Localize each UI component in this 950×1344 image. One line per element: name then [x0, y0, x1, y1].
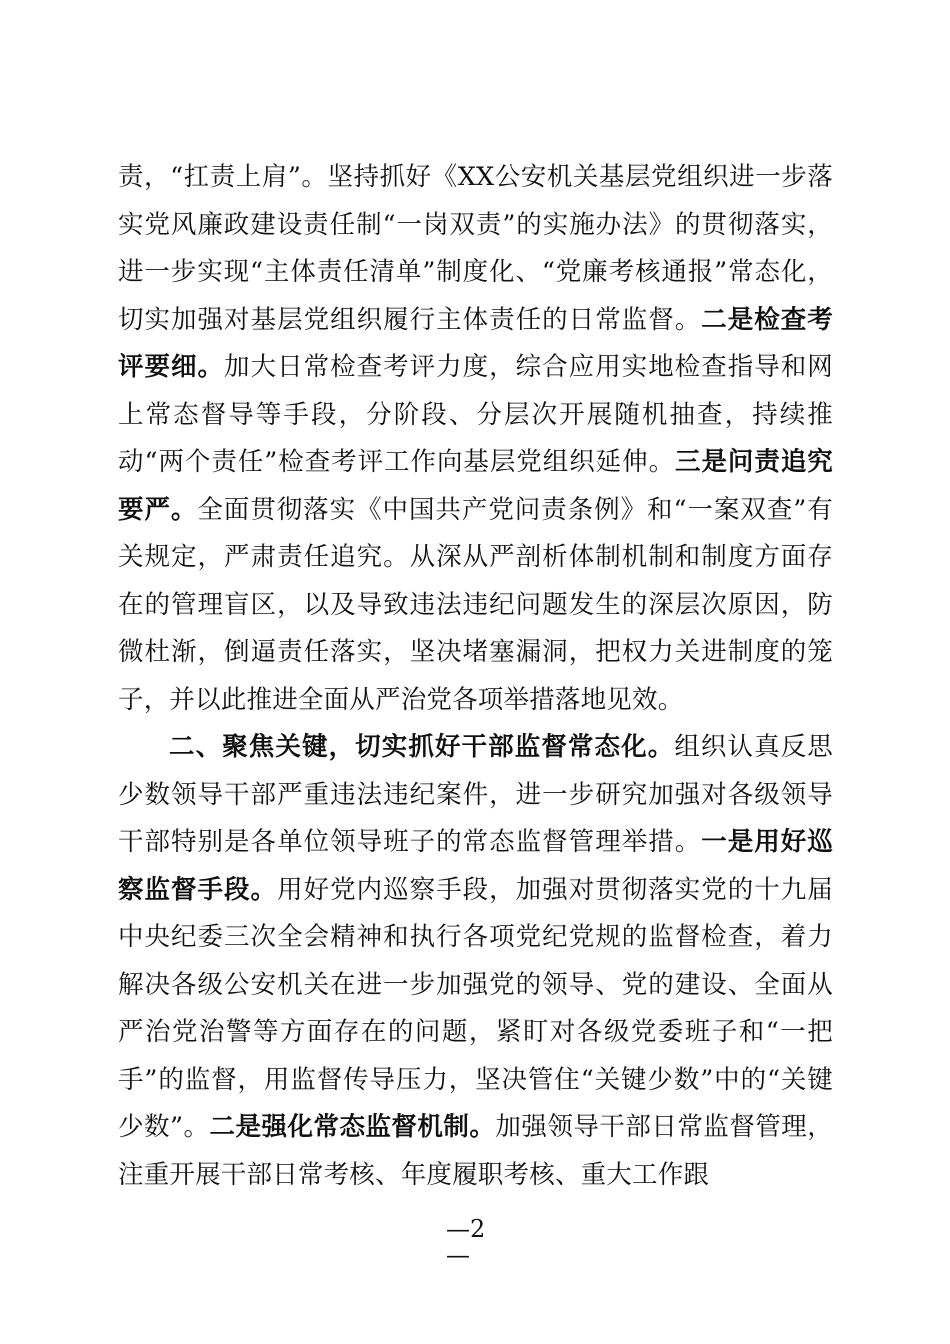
paragraph-text: 用好党内巡察手段，加强对贯彻落实党的十九届中央纪委三次全会精神和执行各项党纪党规的监督检查，着力解决各级公安机关在进一步加强党的领导、党的建设、全面从严治党治警等方面存在的问题，紧盯对各级党委班子和“一把手”的监督，用监督传导压力，坚决管住“关键少数”中的“关键少数”。: [118, 874, 834, 1142]
document-body: [118, 154, 833, 1199]
paragraph-text: 责，“扛责上肩”。坚持抓好《XX公安机关基层党组织进一步落实党风廉政建设责任制“一岗双责”的实施办法》的贯彻落实，进一步实现“主体责任清单”制度化、“党廉考核通报”常态化，切实加强对基层党组织履行主体责任的日常监督。: [118, 162, 833, 335]
paragraph-text: 加大日常检查考评力度，综合应用实地检查指导和网上常态督导等手段，分阶段、分层次开展随机抽查，持续推动“两个责任”检查考评工作向基层党组织延伸。: [118, 352, 833, 477]
page-number-tail: —: [446, 1241, 470, 1269]
paragraph-text: 加强领导干部日常监督管理，注重开展干部日常考核、年度履职考核、重大工作跟: [118, 1112, 833, 1190]
paragraph-responsibility: [118, 154, 833, 724]
paragraph-supervision: [118, 724, 833, 1199]
paragraph-text: 组织认真反思少数领导干部严重违法违纪案件，进一步研究加强对各级领导干部特别是各单位领导班子的常态监督管理举措。: [118, 732, 833, 857]
bold-heading-routine-supervision: 二是强化常态监督机制。: [209, 1112, 496, 1142]
section-heading-two: 二、聚焦关键，切实抓好干部监督常态化。: [169, 732, 675, 762]
bold-heading-inspection-tour: 一是用好巡察监督手段。: [118, 827, 833, 905]
paragraph-text: 全面贯彻落实《中国共产党问责条例》和“一案双查”有关规定，严肃责任追究。从深从严剖析体制机制和制度方面存在的管理盲区，以及导致违法违纪问题发生的深层次原因，防微杜渐，倒逼责任落实，坚决堵塞漏洞，把权力关进制度的笼子，并以此推进全面从严治党各项举措落地见效。: [118, 494, 833, 715]
bold-heading-accountability: 三是问责追究要严。: [118, 447, 833, 525]
page-number: —2: [446, 1215, 486, 1243]
bold-heading-inspection: 二是检查考评要细。: [118, 304, 833, 382]
